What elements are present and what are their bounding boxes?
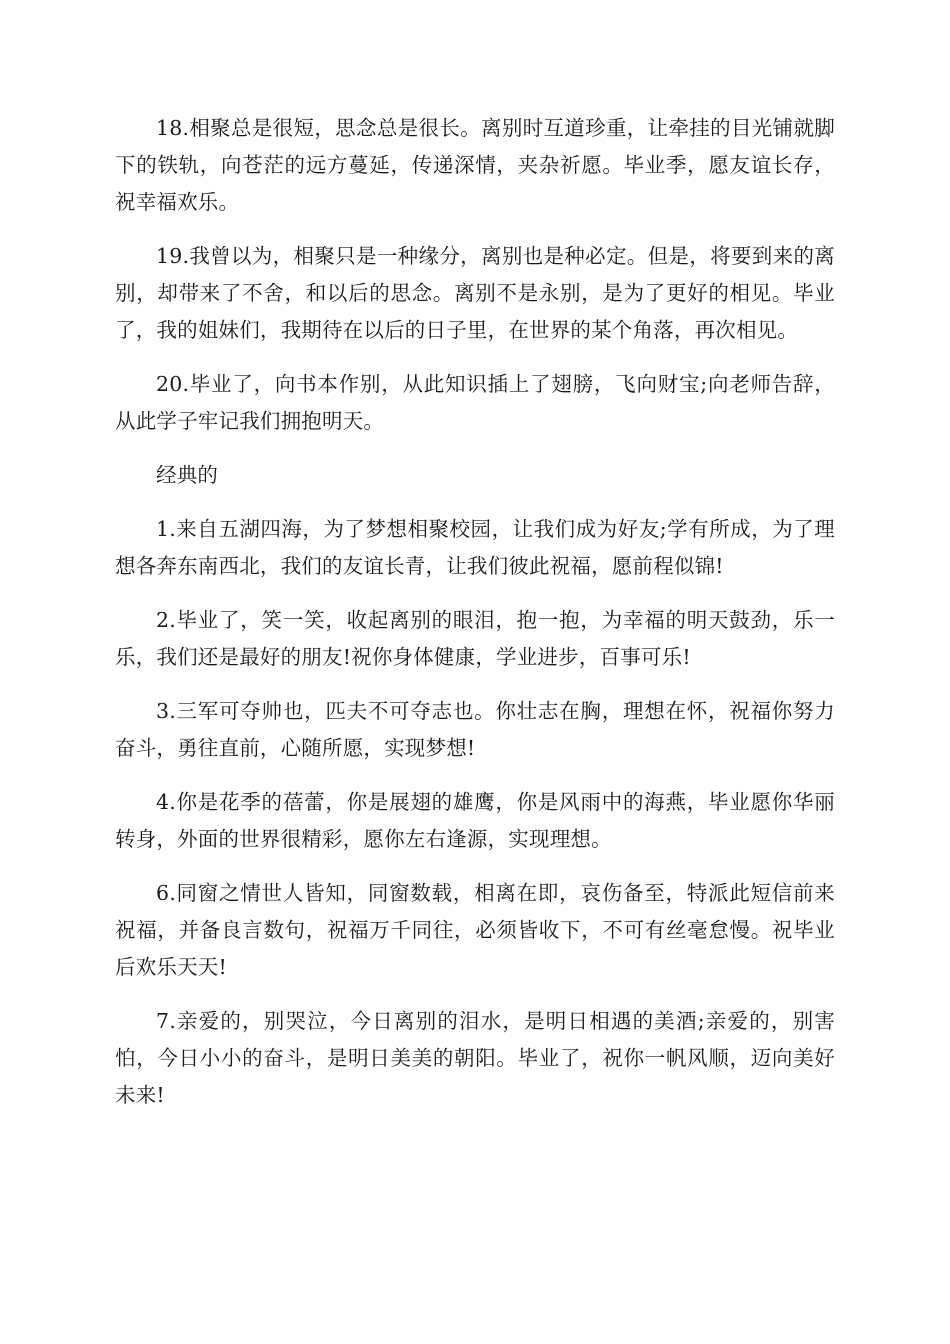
paragraph-2: 2.毕业了，笑一笑，收起离别的眼泪，抱一抱，为幸福的明天鼓劲，乐一乐，我们还是最好的朋友!祝你身体健康，学业进步，百事可乐! [115,608,835,669]
paragraph-1: 1.来自五湖四海，为了梦想相聚校园，让我们成为好友;学有所成，为了理想各奔东南西北，我们的友谊长青，让我们彼此祝福，愿前程似锦! [115,517,835,578]
paragraph-7: 7.亲爱的，别哭泣，今日离别的泪水，是明日相遇的美酒;亲爱的，别害怕，今日小小的奋斗，是明日美美的朝阳。毕业了，祝你一帆风顺，迈向美好未来! [115,1009,835,1107]
paragraph-20: 20.毕业了，向书本作别，从此知识插上了翅膀，飞向财宝;向老师告辞，从此学子牢记我们拥抱明天。 [115,372,835,433]
paragraph-4: 4.你是花季的蓓蕾，你是展翅的雄鹰，你是风雨中的海燕，毕业愿你华丽转身，外面的世界很精彩，愿你左右逢源，实现理想。 [115,790,835,851]
paragraph-3: 3.三军可夺帅也，匹夫不可夺志也。你壮志在胸，理想在怀，祝福你努力奋斗，勇往直前，心随所愿，实现梦想! [115,699,835,760]
paragraph-18: 18.相聚总是很短，思念总是很长。离别时互道珍重，让牵挂的目光铺就脚下的铁轨，向苍茫的远方蔓延，传递深情，夹杂祈愿。毕业季，愿友谊长存，祝幸福欢乐。 [115,116,835,214]
section-heading: 经典的 [156,463,219,487]
document-body [115,110,835,1131]
paragraph-6: 6.同窗之情世人皆知，同窗数载，相离在即，哀伤备至，特派此短信前来祝福，并备良言数句，祝福万千同往，必须皆收下，不可有丝毫怠慢。祝毕业后欢乐天天! [115,881,835,979]
paragraph-19: 19.我曾以为，相聚只是一种缘分，离别也是种必定。但是，将要到来的离别，却带来了不舍，和以后的思念。离别不是永别，是为了更好的相见。毕业了，我的姐妹们，我期待在以后的日子里，在世界的某个角落，再次相见。 [115,244,835,342]
